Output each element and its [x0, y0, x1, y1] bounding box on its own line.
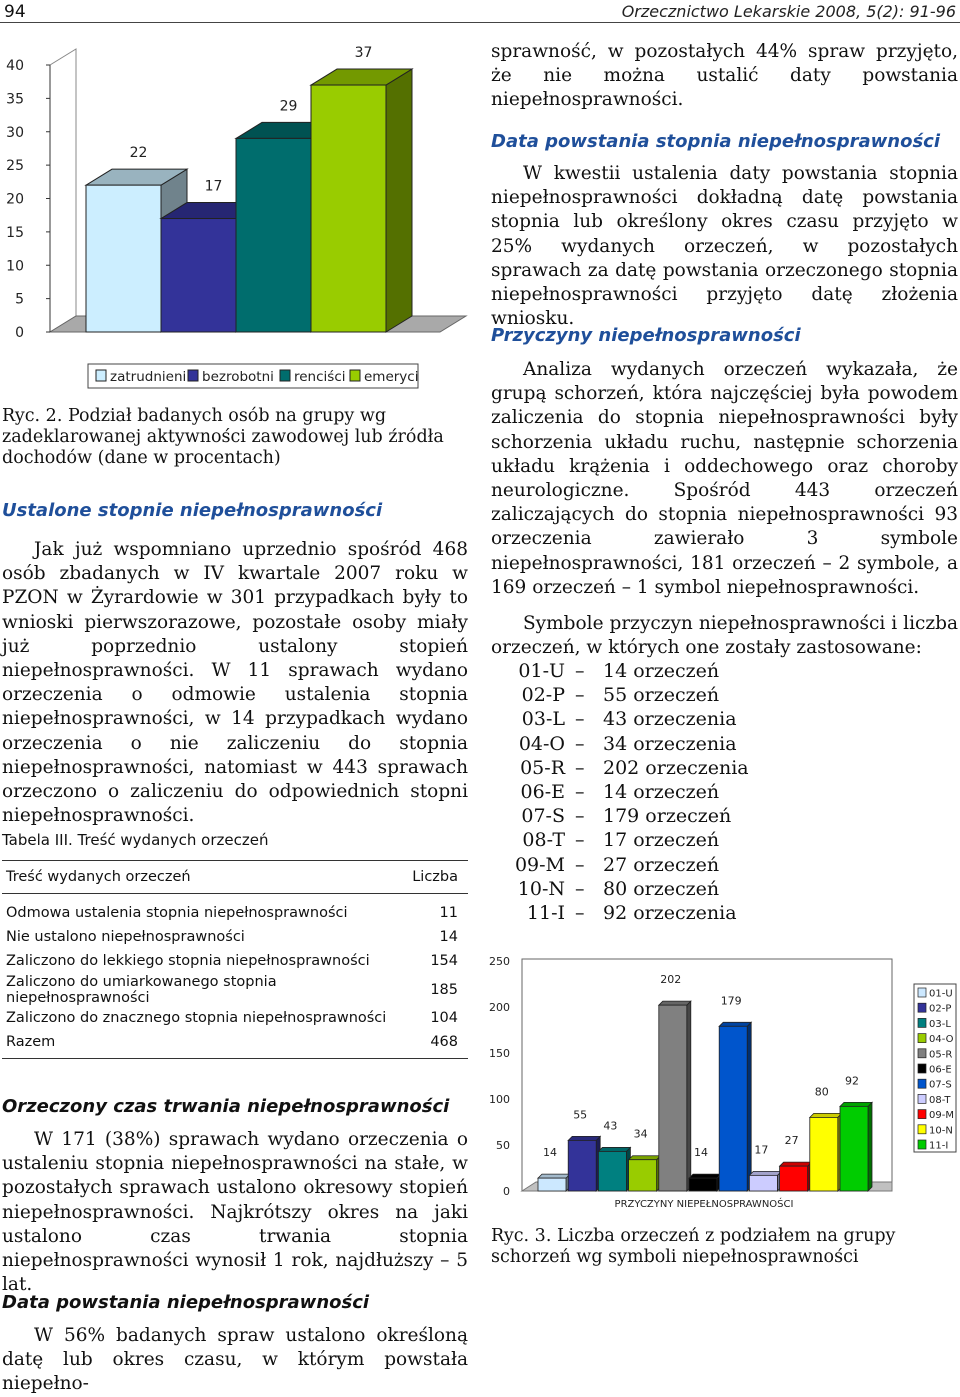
- data-label: 17: [204, 178, 223, 195]
- legend-label-06-E: 06-E: [929, 1064, 952, 1076]
- y-tick-label: 15: [6, 224, 24, 241]
- paragraph-przyczyny: Analiza wydanych orzeczeń wykazała, że grupą schorzeń, która najczęściej była powodem zaliczenia do stopnia niepełnosprawności były schorzenia układu ruchu, następnie schorzenia układu krążenia i oddechowego oraz choroby neurologiczne. Spośród 443 orzeczeń zaliczających do stopnia niepełnosprawności 93 orzeczenia zawierało 3 symbole niepełnosprawności, 181 orzeczeń – 2 symbole, a 169 orzeczeń – 1 symbol niepełnosprawności.: [491, 359, 958, 598]
- legend-swatch: [918, 988, 926, 997]
- fig2-caption: Ryc. 2. Podział badanych osób na grupy wg zadeklarowanej aktywności zawodowej lub źródła dochodów (dane w procentach): [2, 406, 444, 468]
- list-item: 03-L – 43 orzeczenia: [521, 708, 737, 731]
- data-label: 37: [354, 45, 373, 62]
- bar-side: [868, 1102, 872, 1191]
- bar-04-O: [629, 1160, 657, 1191]
- paragraph-continuation: sprawność, w pozostałych 44% spraw przyjęto, że nie można ustalić daty powstania niepełnosprawności.: [491, 41, 958, 111]
- data-label: 55: [573, 1108, 588, 1122]
- bar-top: [568, 1136, 600, 1140]
- bar-bezrobotni: [161, 219, 236, 332]
- heading-ustalone-stopnie: Ustalone stopnie niepełnosprawności: [2, 500, 383, 521]
- list-item: 10-N – 80 orzeczeń: [517, 877, 720, 900]
- legend-label-01-U: 01-U: [929, 988, 953, 1000]
- list-item: 04-O – 34 orzeczenia: [518, 732, 737, 755]
- list-item: 05-R – 202 orzeczenia: [520, 756, 749, 779]
- table-row: Odmowa ustalenia stopnia niepełnosprawności 11: [6, 905, 458, 922]
- data-label: 27: [784, 1134, 799, 1148]
- list-item: 09-M – 27 orzeczeń: [514, 853, 720, 876]
- legend-label-10-N: 10-N: [929, 1125, 953, 1137]
- bar-top: [629, 1156, 661, 1160]
- y-tick-label: 5: [15, 291, 24, 308]
- table-header-liczba: Liczba: [412, 869, 458, 885]
- y-tick-label: 50: [496, 1139, 510, 1152]
- data-label: 43: [603, 1119, 618, 1133]
- legend-label-renciści: renciści: [294, 369, 346, 385]
- bar-top: [598, 1147, 630, 1151]
- bar-top: [689, 1174, 721, 1178]
- y-tick-label: 25: [6, 158, 24, 175]
- legend-label-bezrobotni: bezrobotni: [202, 369, 274, 385]
- legend-swatch: [918, 1079, 926, 1088]
- bar-top: [659, 1001, 691, 1005]
- symbol-list: [491, 659, 958, 925]
- legend-swatch: [918, 1049, 926, 1058]
- legend-label-emeryci: emeryci: [364, 369, 419, 385]
- y-tick-label: 10: [6, 258, 24, 275]
- fig2-bar-chart: [0, 30, 478, 400]
- data-label: 92: [845, 1074, 859, 1088]
- y-tick-label: 20: [6, 191, 24, 208]
- data-label: 202: [660, 973, 682, 987]
- bar-top: [780, 1162, 812, 1166]
- paragraph-czas-trwania: W 171 (38%) sprawach wydano orzeczenia o ustaleniu stopnia niepełnosprawności na stałe, w pozostałych sprawach ustalono okresowy stopień niepełnosprawności. Najkrótszy okres na jaki ustalono czas trwania stopnia niepełnosprawności wynosił 1 rok, najdłuższy – 5 lat.: [2, 1129, 468, 1296]
- journal-citation: Orzecznictwo Lekarskie 2008, 5(2): 91-96: [621, 2, 956, 21]
- bar-top: [749, 1171, 781, 1175]
- bar-side: [747, 1022, 751, 1191]
- bar-top: [538, 1174, 570, 1178]
- fig3-caption: Ryc. 3. Liczba orzeczeń z podziałem na grupy schorzeń wg symboli niepełnosprawności: [491, 1226, 896, 1267]
- page-number: 94: [4, 2, 26, 22]
- data-label: 17: [754, 1143, 769, 1157]
- legend-label-03-L: 03-L: [929, 1018, 951, 1030]
- y-tick-label: 250: [489, 955, 510, 968]
- bar-11-I: [840, 1106, 868, 1191]
- header-rule: [0, 22, 960, 23]
- legend-label-02-P: 02-P: [929, 1003, 952, 1015]
- legend-label-09-M: 09-M: [929, 1110, 954, 1122]
- paragraph-data-stopnia: W kwestii ustalenia daty powstania stopnia niepełnosprawności dokładną datę powstania stopnia lub określony okres czasu przyjęto w 25% wydanych orzeczeń, w pozostałych sprawach za datę powstania orzeczonego stopnia niepełnosprawności przyjęto datę złożenia wniosku.: [491, 163, 958, 330]
- heading-data-stopnia: Data powstania stopnia niepełnosprawności: [491, 131, 941, 152]
- bar-01-U: [538, 1178, 566, 1191]
- y-tick-label: 35: [6, 91, 24, 108]
- table-row: Zaliczono do umiarkowanego stopnia niepełnosprawności 185: [6, 973, 458, 1006]
- chart-side-wall: [50, 49, 76, 332]
- list-item: 06-E – 14 orzeczeń: [520, 780, 720, 803]
- y-tick-label: 30: [6, 124, 24, 141]
- table-title: Tabela III. Treść wydanych orzeczeń: [2, 831, 269, 849]
- legend-swatch: [918, 1018, 926, 1027]
- legend-label-05-R: 05-R: [929, 1049, 953, 1061]
- data-label: 80: [814, 1085, 829, 1099]
- legend-label-zatrudnieni: zatrudnieni: [110, 369, 187, 385]
- data-label: 14: [543, 1146, 557, 1160]
- bar-08-T: [749, 1175, 777, 1191]
- list-item: 08-T – 17 orzeczeń: [522, 829, 720, 852]
- y-tick-label: 150: [489, 1047, 510, 1060]
- y-tick-label: 0: [503, 1185, 510, 1198]
- fig3-bar-chart: [486, 948, 960, 1218]
- data-label: 34: [633, 1127, 648, 1141]
- y-tick-label: 100: [489, 1093, 510, 1106]
- bar-10-N: [810, 1117, 838, 1191]
- bar-zatrudnieni: [86, 185, 161, 332]
- bar-06-E: [689, 1178, 717, 1191]
- legend-label-08-T: 08-T: [929, 1094, 951, 1106]
- heading-przyczyny: Przyczyny niepełnosprawności: [491, 325, 801, 346]
- list-item: 07-S – 179 orzeczeń: [521, 805, 732, 828]
- bar-05-R: [659, 1005, 687, 1191]
- bar-07-S: [719, 1026, 747, 1191]
- legend-swatch: [188, 370, 198, 381]
- legend-label-07-S: 07-S: [929, 1079, 952, 1091]
- table-row: Zaliczono do lekkiego stopnia niepełnosprawności 154: [6, 953, 458, 970]
- bar-09-M: [780, 1166, 808, 1191]
- data-label: 29: [279, 98, 298, 115]
- legend-swatch: [350, 370, 360, 381]
- table-row: Nie ustalono niepełnosprawności 14: [6, 929, 458, 946]
- table-row-total: Razem 468: [6, 1033, 458, 1050]
- y-tick-label: 0: [15, 325, 24, 341]
- list-item: 02-P – 55 orzeczeń: [521, 684, 720, 707]
- bar-renciści: [236, 138, 311, 332]
- bar-top: [719, 1022, 751, 1026]
- list-item: 01-U – 14 orzeczeń: [518, 660, 720, 682]
- table-header-tresc: Treść wydanych orzeczeń: [6, 869, 191, 885]
- legend-swatch: [918, 1110, 926, 1119]
- y-tick-label: 40: [6, 58, 24, 74]
- list-item: 11-I – 92 orzeczenia: [526, 901, 737, 924]
- legend-label-04-O: 04-O: [929, 1034, 954, 1046]
- bar-top: [840, 1102, 872, 1106]
- bar-02-P: [568, 1140, 596, 1191]
- legend-swatch: [918, 1140, 926, 1149]
- legend-swatch: [918, 1094, 926, 1103]
- legend-swatch: [918, 1003, 926, 1012]
- legend-swatch: [96, 370, 106, 381]
- x-axis-label: PRZYCZYNY NIEPEŁNOSPRAWNOŚCI: [614, 1199, 794, 1210]
- data-label: 179: [720, 994, 742, 1008]
- legend-label-11-I: 11-I: [929, 1140, 949, 1152]
- legend-swatch: [280, 370, 290, 381]
- table-treść-orzeczeń: [2, 860, 468, 1059]
- data-label: 14: [694, 1146, 708, 1160]
- table-row: Zaliczono do znacznego stopnia niepełnosprawności 104: [6, 1009, 458, 1026]
- heading-data-powstania: Data powstania niepełnosprawności: [2, 1292, 370, 1313]
- paragraph-data-powstania: W 56% badanych spraw ustalono określoną datę lub okres czasu, w którym powstała niepełno-: [2, 1325, 468, 1395]
- bar-emeryci: [311, 85, 386, 332]
- data-label: 22: [129, 145, 148, 162]
- bar-03-L: [598, 1151, 626, 1191]
- y-tick-label: 200: [489, 1001, 510, 1014]
- legend-swatch: [918, 1064, 926, 1073]
- bar-side: [386, 69, 412, 332]
- bar-top: [810, 1113, 842, 1117]
- bar-side: [687, 1001, 691, 1191]
- paragraph-symbole: Symbole przyczyn niepełnosprawności i liczba orzeczeń, w których one zostały zastosowane:: [491, 613, 958, 659]
- legend-swatch: [918, 1125, 926, 1134]
- paragraph-ustalone-stopnie: Jak już wspomniano uprzednio spośród 468 osób zbadanych w IV kwartale 2007 roku w PZON w Żyrardowie w 301 przypadkach były to wnioski pierwszorazowe, pozostałe osoby miały już poprzednio ustalony stopień niepełnosprawności. W 11 sprawach wydano orzeczenia o odmowie ustalenia stopnia niepełnosprawności, w 14 przypadkach wydano orzeczenia o nie zaliczeniu do stopnia niepełnosprawności, natomiast w 443 sprawach orzeczono o zaliczeniu do odpowiednich stopni niepełnosprawności.: [2, 539, 468, 827]
- legend-swatch: [918, 1034, 926, 1043]
- heading-czas-trwania: Orzeczony czas trwania niepełnosprawności: [2, 1096, 450, 1117]
